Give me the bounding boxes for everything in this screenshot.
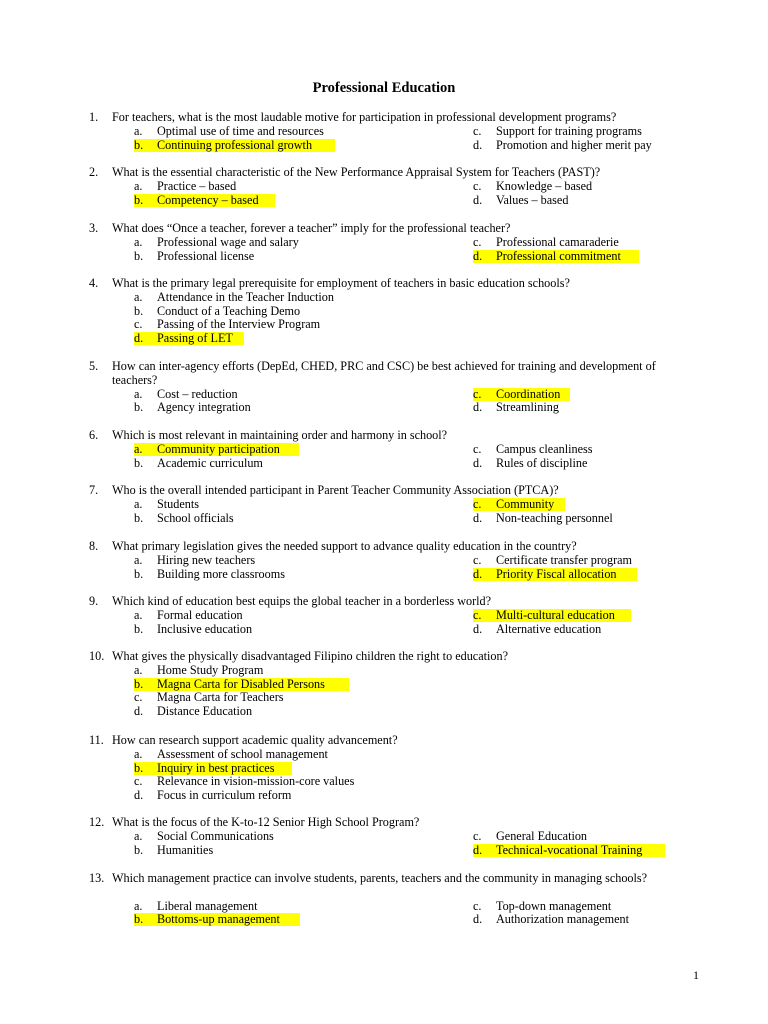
question-stem [0, 359, 768, 387]
option-letter: c. [134, 317, 143, 332]
option-letter: b. [134, 510, 144, 525]
option-letter: c. [473, 441, 482, 456]
option-text: General Education [496, 828, 588, 843]
highlighted-answer-option [473, 609, 631, 622]
option-text: Focus in curriculum reform [157, 788, 292, 803]
option-letter: c. [134, 774, 143, 789]
option-letter: b. [134, 676, 144, 691]
question-number: 12. [89, 815, 105, 829]
question-stem [0, 649, 768, 663]
option-text: Conduct of a Teaching Demo [157, 303, 301, 318]
option-text: Optimal use of time and resources [157, 123, 324, 138]
option-text: Professional license [157, 248, 255, 263]
question-number: 11. [89, 733, 104, 747]
option-text: Priority Fiscal allocation [496, 566, 617, 581]
highlighted-answer-option [134, 194, 275, 207]
question-number: 3. [89, 221, 99, 235]
option-text: Support for training programs [496, 123, 642, 138]
option-letter: b. [134, 303, 144, 318]
option-text: Practice – based [157, 178, 237, 193]
option-letter: c. [473, 828, 482, 843]
question-number: 4. [89, 276, 99, 290]
highlighted-answer-option [134, 678, 349, 691]
option-letter: c. [473, 496, 482, 511]
option-text: Hiring new teachers [157, 552, 256, 567]
option-letter: d. [134, 704, 144, 719]
option-letter: c. [473, 607, 482, 622]
option-letter: b. [134, 455, 144, 470]
question-10 [0, 649, 768, 719]
option-letter: b. [134, 842, 144, 857]
option-text: Authorization management [496, 912, 630, 927]
option-letter: a. [134, 552, 143, 567]
option-letter: a. [134, 607, 143, 622]
question-11 [0, 733, 768, 803]
option-text: Competency – based [157, 192, 259, 207]
option-text: Liberal management [157, 898, 258, 913]
option-letter: b. [134, 760, 144, 775]
question-stem [0, 733, 768, 747]
question-text: What does “Once a teacher, forever a teacher” imply for the professional teacher? [112, 221, 511, 235]
option-text: Attendance in the Teacher Induction [157, 289, 334, 304]
option-text: Community [496, 496, 555, 511]
option-letter: c. [473, 552, 482, 567]
option-letter: a. [134, 386, 143, 401]
question-text: Which management practice can involve students, parents, teachers and the community in managing schools? [112, 871, 648, 885]
question-6 [0, 428, 768, 470]
option-letter: a. [134, 746, 143, 761]
option-letter: d. [473, 192, 483, 207]
option-text: Certificate transfer program [496, 552, 633, 567]
question-text: How can research support academic quality advancement? [112, 733, 398, 747]
option-letter: b. [134, 192, 144, 207]
option-text: Top-down management [496, 898, 612, 913]
highlighted-answer-option [473, 250, 639, 263]
question-stem [0, 539, 768, 553]
question-stem [0, 221, 768, 235]
highlighted-answer-option [134, 913, 300, 926]
question-5 [0, 359, 768, 415]
option-text: Community participation [157, 441, 280, 456]
option-letter: a. [134, 441, 143, 456]
option-text: Multi-cultural education [496, 607, 615, 622]
option-letter: d. [473, 510, 483, 525]
option-text: Coordination [496, 386, 561, 401]
option-letter: d. [473, 137, 483, 152]
option-letter: a. [134, 496, 143, 511]
option-text: Values – based [496, 192, 569, 207]
option-letter: a. [134, 898, 143, 913]
highlighted-answer-option [473, 568, 637, 581]
question-number: 8. [89, 539, 99, 553]
option-letter: d. [473, 566, 483, 581]
question-7 [0, 483, 768, 525]
option-letter: c. [473, 234, 482, 249]
option-text: Non-teaching personnel [496, 510, 613, 525]
question-number: 7. [89, 483, 99, 497]
option-letter: d. [473, 621, 483, 636]
option-text: Campus cleanliness [496, 441, 593, 456]
option-letter: c. [473, 123, 482, 138]
question-stem [0, 815, 768, 829]
question-text: What is the essential characteristic of the New Performance Appraisal System for Teachers (PAST)? [112, 165, 601, 179]
question-text: What primary legislation gives the needed support to advance quality education in the country? [112, 539, 577, 553]
option-letter: a. [134, 662, 143, 677]
question-3 [0, 221, 768, 263]
question-number: 1. [89, 110, 99, 124]
question-text: Which kind of education best equips the global teacher in a borderless world? [112, 594, 492, 608]
question-number: 10. [89, 649, 105, 663]
question-text: For teachers, what is the most laudable motive for participation in professional development programs? [112, 110, 617, 124]
question-stem [0, 110, 768, 124]
option-text: Magna Carta for Teachers [157, 690, 284, 705]
option-text: Assessment of school management [157, 746, 328, 761]
question-12 [0, 815, 768, 857]
option-text: Academic curriculum [157, 455, 263, 470]
option-text: Professional commitment [496, 248, 621, 263]
question-4 [0, 276, 768, 346]
question-text: Which is most relevant in maintaining order and harmony in school? [112, 428, 448, 442]
option-text: School officials [157, 510, 234, 525]
option-letter: a. [134, 828, 143, 843]
option-text: Students [157, 496, 199, 511]
option-letter: d. [134, 331, 144, 346]
option-text: Continuing professional growth [157, 137, 313, 152]
highlighted-answer-option [134, 443, 299, 456]
highlighted-answer-option [134, 762, 292, 775]
question-number: 9. [89, 594, 99, 608]
option-letter: c. [134, 690, 143, 705]
question-13 [0, 871, 768, 927]
option-text: Relevance in vision-mission-core values [157, 774, 355, 789]
option-letter: d. [473, 400, 483, 415]
question-stem [0, 276, 768, 290]
option-letter: a. [134, 178, 143, 193]
option-letter: b. [134, 566, 144, 581]
option-text: Home Study Program [157, 662, 264, 677]
page-number: 1 [693, 968, 699, 982]
option-letter: d. [473, 455, 483, 470]
question-text: What is the focus of the K-to-12 Senior High School Program? [112, 815, 420, 829]
option-text: Humanities [157, 842, 214, 857]
option-text: Alternative education [496, 621, 602, 636]
question-stem [0, 594, 768, 608]
option-letter: b. [134, 621, 144, 636]
highlighted-answer-option [134, 139, 335, 152]
option-text: Inquiry in best practices [157, 760, 275, 775]
question-stem [0, 871, 768, 885]
question-text: What is the primary legal prerequisite for employment of teachers in basic education schools? [112, 276, 570, 290]
question-number: 6. [89, 428, 99, 442]
option-letter: d. [473, 912, 483, 927]
highlighted-answer-option [473, 844, 665, 857]
option-text: Knowledge – based [496, 178, 593, 193]
question-2 [0, 165, 768, 207]
highlighted-answer-option [134, 332, 244, 345]
option-letter: b. [134, 248, 144, 263]
option-text: Magna Carta for Disabled Persons [157, 676, 325, 691]
question-text: Who is the overall intended participant in Parent Teacher Community Association (PTCA)? [112, 483, 559, 497]
option-text: Passing of LET [157, 331, 233, 346]
option-letter: d. [134, 788, 144, 803]
question-1 [0, 110, 768, 152]
option-text: Professional camaraderie [496, 234, 619, 249]
option-text: Distance Education [157, 704, 253, 719]
option-letter: a. [134, 289, 143, 304]
option-letter: a. [134, 123, 143, 138]
option-letter: b. [134, 912, 144, 927]
option-text: Promotion and higher merit pay [496, 137, 652, 152]
option-text: Rules of discipline [496, 455, 588, 470]
page-title: Professional Education [312, 80, 456, 96]
option-letter: b. [134, 400, 144, 415]
option-text: Professional wage and salary [157, 234, 299, 249]
option-text: Formal education [157, 607, 243, 622]
question-stem [0, 428, 768, 442]
question-stem [0, 165, 768, 179]
question-9 [0, 594, 768, 636]
question-stem [0, 483, 768, 497]
option-text: Passing of the Interview Program [157, 317, 321, 332]
question-number: 13. [89, 871, 105, 885]
option-letter: a. [134, 234, 143, 249]
option-text: Social Communications [157, 828, 274, 843]
question-text: How can inter-agency efforts (DepEd, CHED, PRC and CSC) be best achieved for training and development of teachers? [112, 359, 656, 387]
option-text: Streamlining [496, 400, 559, 415]
option-letter: b. [134, 137, 144, 152]
highlighted-answer-option [473, 498, 565, 511]
question-number: 2. [89, 165, 99, 179]
option-letter: d. [473, 842, 483, 857]
option-letter: d. [473, 248, 483, 263]
highlighted-answer-option [473, 388, 570, 401]
option-text: Technical-vocational Training [496, 842, 643, 857]
question-8 [0, 539, 768, 581]
option-letter: c. [473, 898, 482, 913]
option-text: Inclusive education [157, 621, 253, 636]
option-text: Cost – reduction [157, 386, 238, 401]
option-text: Agency integration [157, 400, 251, 415]
question-text: What gives the physically disadvantaged Filipino children the right to education? [112, 649, 508, 663]
option-text: Building more classrooms [157, 566, 285, 581]
question-number: 5. [89, 359, 99, 373]
option-text: Bottoms-up management [157, 912, 280, 927]
option-letter: c. [473, 178, 482, 193]
option-letter: c. [473, 386, 482, 401]
